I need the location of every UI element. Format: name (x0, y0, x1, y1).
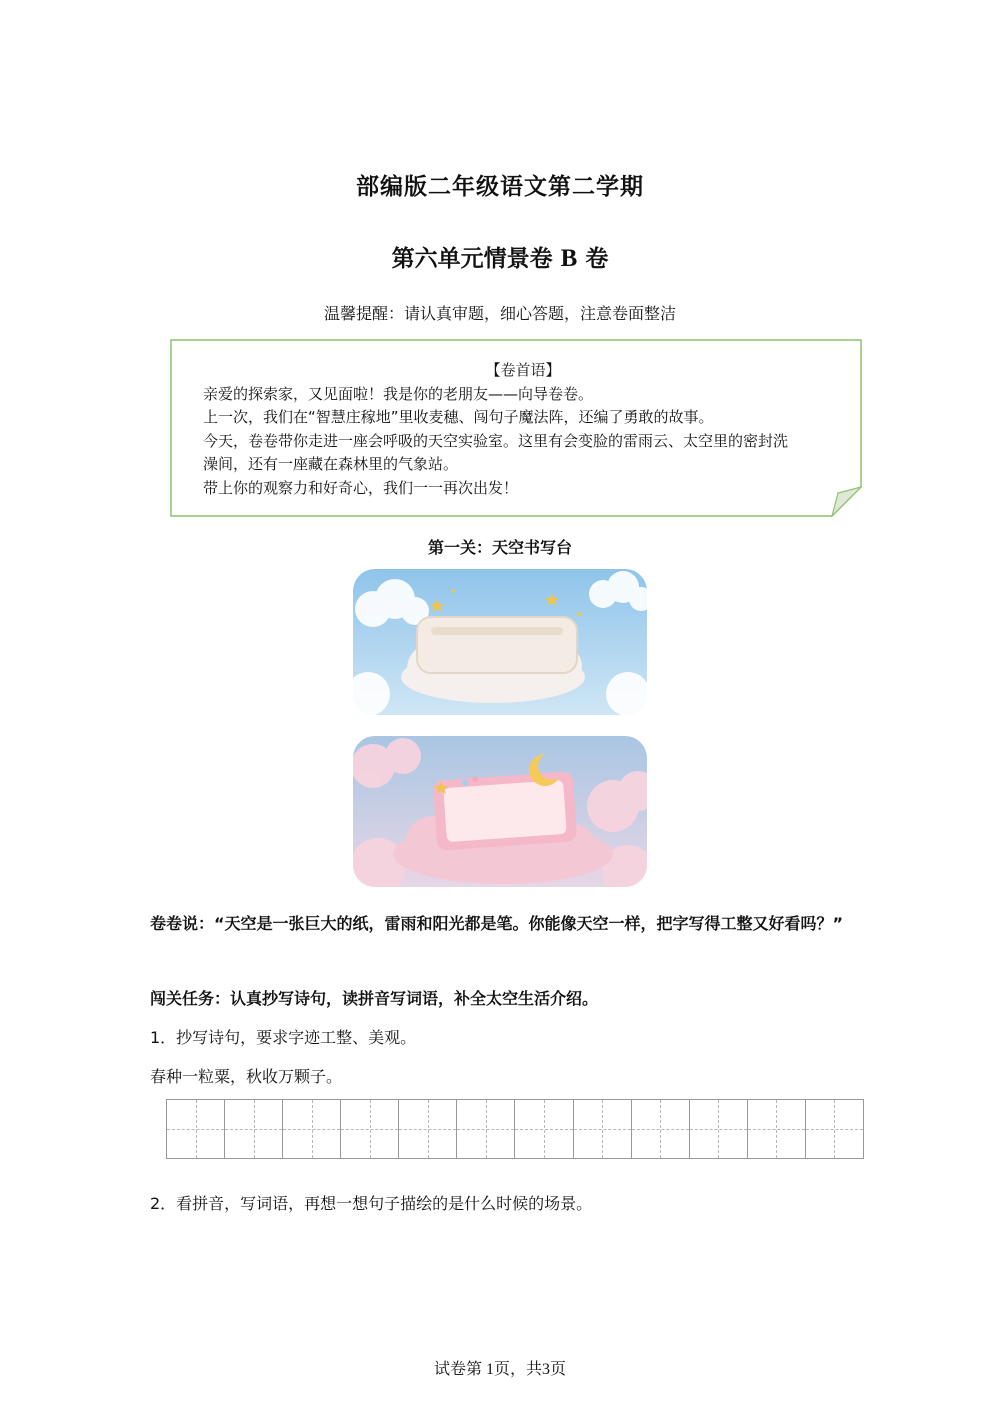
pink-cloud-board-image (353, 736, 647, 887)
preface-line: 澡间，还有一座藏在森林里的气象站。 (203, 455, 459, 473)
level-task: 闯关任务：认真抄写诗句，读拼音写词语，补全太空生活介绍。 (150, 989, 599, 1008)
poem-line: 春种一粒粟，秋收万颗子。 (150, 1067, 343, 1086)
question-2-prompt: 2．看拼音，写词语，再想一想句子描绘的是什么时候的场景。 (150, 1194, 593, 1213)
grid-cell[interactable] (457, 1100, 515, 1158)
preface-heading: 【卷首语】 (485, 361, 561, 379)
grid-cell[interactable] (806, 1100, 863, 1158)
subtitle-main: 第六单元情景卷 (391, 246, 561, 272)
grid-cell[interactable] (574, 1100, 632, 1158)
grid-cell[interactable] (341, 1100, 399, 1158)
writing-grid[interactable] (166, 1099, 864, 1159)
preface-line: 上一次，我们在“智慧庄稼地”里收麦穗、闯句子魔法阵，还编了勇敢的故事。 (203, 408, 714, 426)
page-subtitle (0, 240, 1000, 273)
preface-line: 亲爱的探索家，又见面啦！我是你的老朋友——向导卷卷。 (203, 384, 594, 403)
page-footer: 试卷第 1页，共3页 (433, 1361, 566, 1378)
question-1-prompt: 1．抄写诗句，要求字迹工整、美观。 (150, 1028, 417, 1047)
preface-box (170, 339, 862, 517)
subtitle-end: 卷 (577, 246, 609, 272)
preface-line: 带上你的观察力和好奇心，我们一一再次出发！ (203, 478, 519, 497)
grid-cell[interactable] (225, 1100, 283, 1158)
grid-cell[interactable] (748, 1100, 806, 1158)
grid-cell[interactable] (690, 1100, 748, 1158)
grid-cell[interactable] (632, 1100, 690, 1158)
reminder-text: 温馨提醒：请认真审题，细心答题，注意卷面整洁 (323, 304, 676, 323)
level-title: 第一关：天空书写台 (427, 538, 572, 557)
grid-cell[interactable] (515, 1100, 573, 1158)
guide-speech: 卷卷说：“天空是一张巨大的纸，雷雨和阳光都是笔。你能像天空一样，把字写得工整又好看吗？” (150, 914, 844, 933)
page-title: 部编版二年级语文第二学期 (356, 174, 644, 200)
grid-cell[interactable] (167, 1100, 225, 1158)
grid-cell[interactable] (283, 1100, 341, 1158)
cloud-writing-board-image (353, 569, 647, 715)
preface-line: 今天，卷卷带你走进一座会呼吸的天空实验室。这里有会变脸的雷雨云、太空里的密封洗 (203, 431, 789, 450)
grid-cell[interactable] (399, 1100, 457, 1158)
subtitle-letter: B (560, 245, 578, 272)
